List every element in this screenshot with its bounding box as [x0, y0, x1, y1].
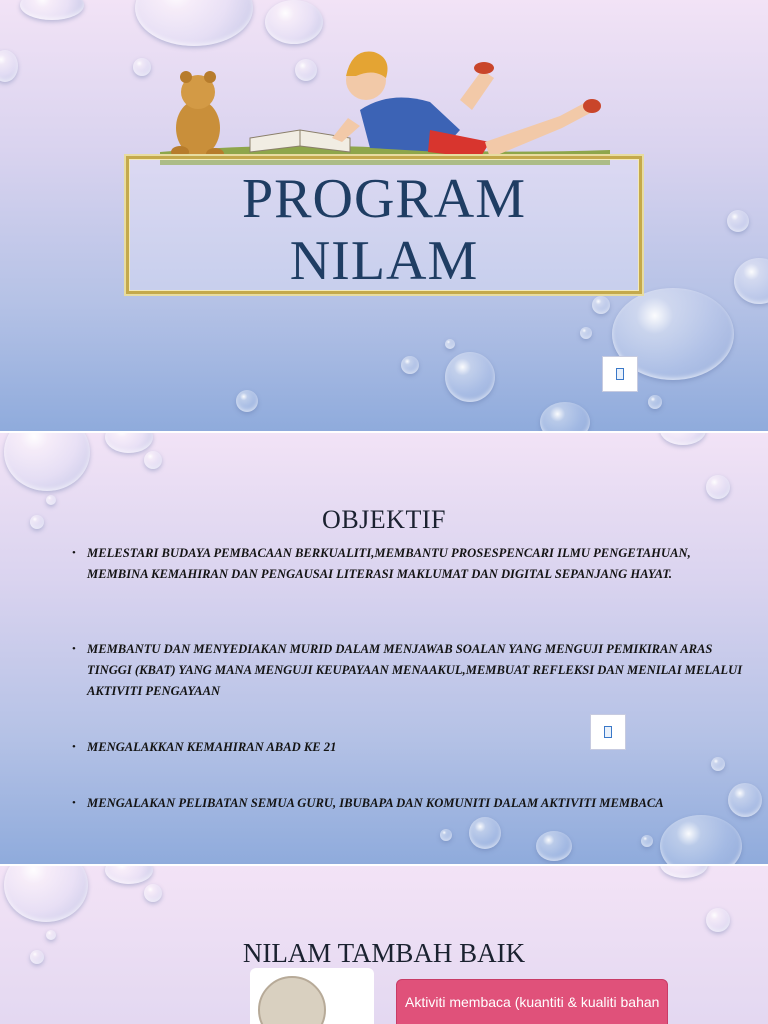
bubble-decoration: [734, 258, 768, 304]
objective-text: MENGALAKKAN KEMAHIRAN ABAD KE 21: [87, 740, 337, 754]
nilam-tambah-baik-heading: NILAM TAMBAH BAIK: [242, 938, 526, 968]
title-line-1: PROGRAM: [242, 168, 526, 230]
objective-item: [72, 543, 752, 585]
bubble-decoration: [706, 908, 730, 932]
bubble-decoration: [580, 327, 592, 339]
bullet-dot: •: [72, 741, 76, 753]
bubble-decoration: [445, 352, 495, 402]
document-link-icon[interactable]: [602, 356, 638, 392]
bubble-decoration: [0, 50, 18, 82]
bubble-decoration: [641, 835, 653, 847]
bubble-decoration: [20, 0, 84, 20]
objective-text: MEMBANTU DAN MENYEDIAKAN MURID DALAM MENJAWAB SOALAN YANG MENGUJI PEMIKIRAN ARAS TINGGI (KBAT) YANG MANA MENGUJI KEUPAYAAN MENAAKUL,MEMBUAT REFLEKSI DAN MENILAI MELALUI AKTIVITI PENGAYAAN: [87, 642, 743, 698]
slide-objektif: [0, 433, 768, 864]
objective-text: MELESTARI BUDAYA PEMBACAAN BERKUALITI,MEMBANTU PROSESPENCARI ILMU PENGETAHUAN, MEMBINA KEMAHIRAN DAN PENGAUSAI LITERASI MAKLUMAT DAN DIGITAL SEPANJANG HAYAT.: [87, 546, 691, 581]
bubble-decoration: [4, 433, 90, 491]
objective-text: MENGALAKAN PELIBATAN SEMUA GURU, IBUBAPA DAN KOMUNITI DALAM AKTIVITI MEMBACA: [87, 796, 664, 810]
bubble-decoration: [133, 58, 151, 76]
bullet-dot: •: [72, 797, 76, 809]
bubble-decoration: [144, 884, 162, 902]
bubble-decoration: [660, 433, 706, 445]
document-icon: [604, 726, 612, 738]
bubble-decoration: [46, 495, 56, 505]
bubble-decoration: [727, 210, 749, 232]
bubble-decoration: [445, 339, 455, 349]
slide-title: [0, 0, 768, 431]
bullet-dot: •: [72, 643, 76, 655]
bubble-decoration: [105, 433, 153, 453]
activity-box: Aktiviti membaca (kuantiti & kualiti bahan: [396, 979, 668, 1024]
slide-nilam-tambah-baik: [0, 866, 768, 1024]
objective-item: [72, 793, 752, 814]
bullet-dot: •: [72, 547, 76, 559]
objective-item: [72, 737, 752, 758]
bubble-decoration: [4, 866, 88, 922]
document-link-icon[interactable]: [590, 714, 626, 750]
bubble-decoration: [706, 475, 730, 499]
bubble-decoration: [144, 451, 162, 469]
bubble-decoration: [711, 757, 725, 771]
children-reading-image: [258, 976, 326, 1024]
child-figure: [332, 52, 601, 159]
page-title: [126, 168, 642, 292]
document-icon: [616, 368, 624, 380]
title-line-2: NILAM: [289, 230, 479, 292]
bubble-decoration: [236, 390, 258, 412]
objective-item: [72, 639, 752, 702]
bubble-decoration: [660, 866, 708, 878]
bubble-decoration: [648, 395, 662, 409]
bubble-decoration: [401, 356, 419, 374]
child-reading-illustration: [160, 30, 610, 165]
bubble-decoration: [660, 815, 742, 864]
reading-children-thumbnail: [250, 968, 374, 1024]
bubble-decoration: [540, 402, 590, 431]
objektif-heading: OBJEKTIF: [322, 505, 446, 534]
bubble-decoration: [105, 866, 153, 884]
bubble-decoration: [469, 817, 501, 849]
bubble-decoration: [592, 296, 610, 314]
teddy-bear-figure: [171, 71, 224, 160]
bubble-decoration: [536, 831, 572, 861]
bubble-decoration: [440, 829, 452, 841]
